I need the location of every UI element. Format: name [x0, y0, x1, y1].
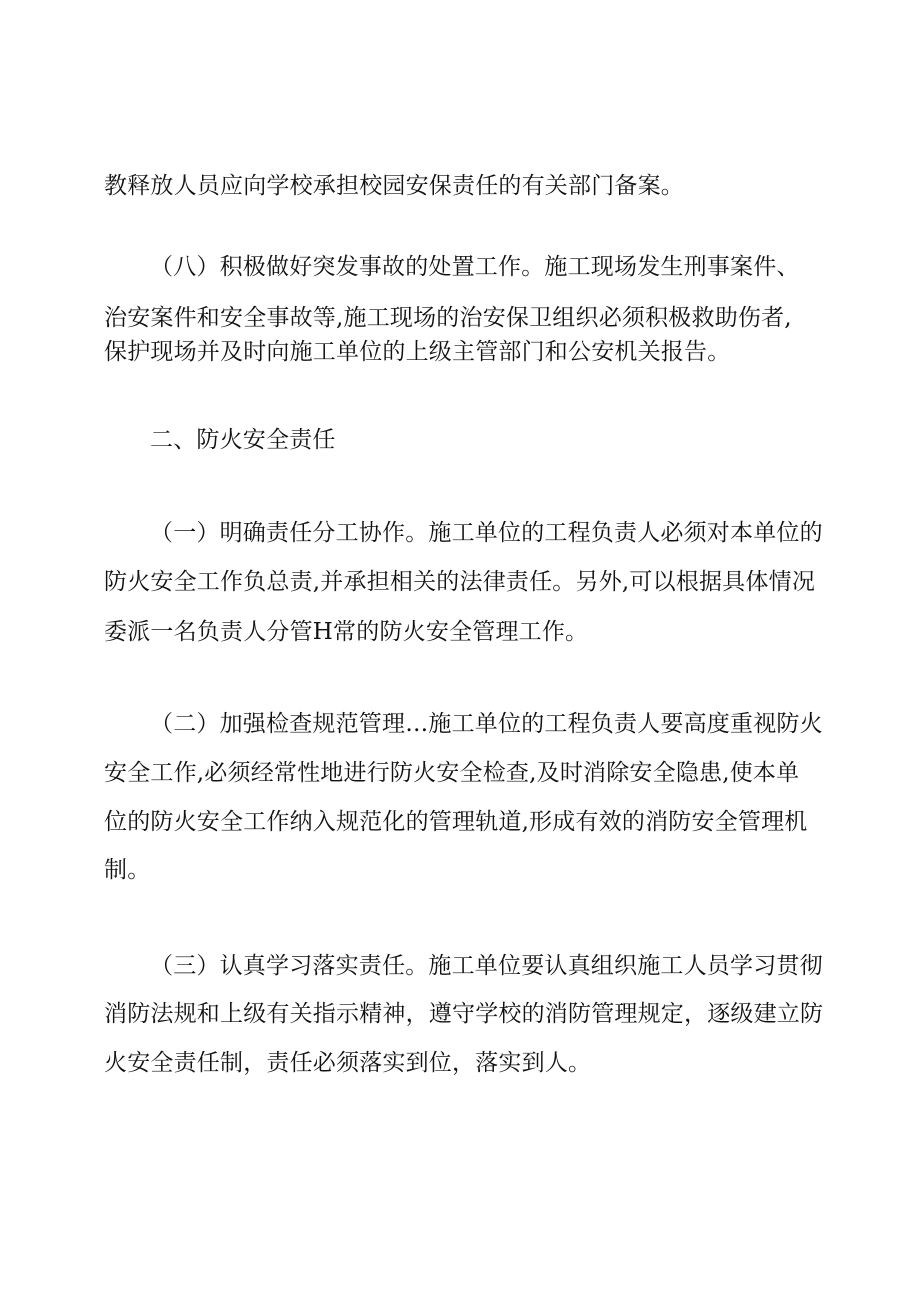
paragraph-line: （三）认真学习落实责任。施工单位要认真组织施工人员学习贯彻	[150, 953, 823, 979]
paragraph-line: 位的防火安全工作纳入规范化的管理轨道,形成有效的消防安全管理机	[104, 809, 808, 835]
paragraph-line: （二）加强检查规范管理…施工单位的工程负责人要高度重视防火	[150, 711, 823, 737]
section-heading: 二、防火安全责任	[150, 427, 336, 453]
paragraph-line: 安全工作,必须经常性地进行防火安全检查,及时消除安全隐患,使本单	[104, 760, 800, 786]
paragraph-line: 消防法规和上级有关指示精神，遵守学校的消防管理规定，逐级建立防	[104, 1001, 824, 1027]
paragraph-line: 火安全责任制，责任必须落实到位，落实到人。	[104, 1050, 592, 1076]
paragraph-line: 制。	[104, 857, 151, 883]
paragraph-line: 防火安全工作负总责,并承担相关的法律责任。另外,可以根据具体情况	[104, 569, 816, 595]
paragraph-line: （八）积极做好突发事故的处置工作。施工现场发生刑事案件、	[150, 254, 800, 280]
paragraph-line: 教释放人员应向学校承担校园安保责任的有关部门备案。	[104, 173, 684, 199]
paragraph-line: 委派一名负责人分管H常的防火安全管理工作。	[104, 619, 589, 645]
paragraph-line: 治安案件和安全事故等,施工现场的治安保卫组织必须积极救助伤者,	[104, 305, 792, 331]
paragraph-line: 保护现场并及时向施工单位的上级主管部门和公安机关报告。	[104, 339, 731, 365]
paragraph-line: （一）明确责任分工协作。施工单位的工程负责人必须对本单位的	[150, 520, 823, 546]
